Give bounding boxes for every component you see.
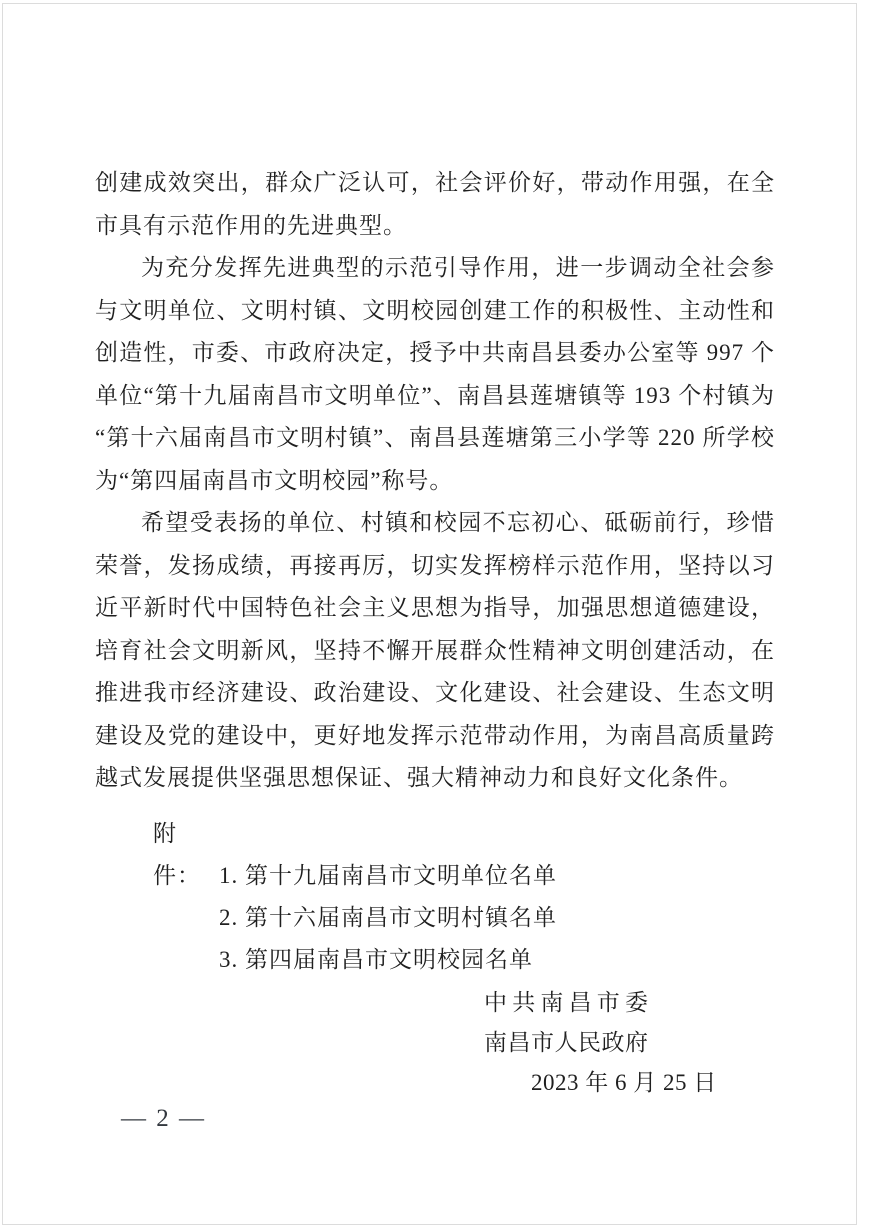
body-line: 创造性，市委、市政府决定，授予中共南昌县委办公室等 997 个 [95, 340, 775, 365]
body-line: 荣誉，发扬成绩，再接再厉，切实发挥榜样示范作用，坚持以习 [95, 552, 775, 578]
attachment-item: 2. 第十六届南昌市文明村镇名单 [219, 905, 557, 930]
signature-date: 2023 年 6 月 25 日 [531, 1070, 717, 1095]
body-line: “第十六届南昌市文明村镇”、南昌县莲塘第三小学等 220 所学校 [95, 425, 775, 450]
attachment-row [153, 813, 557, 897]
attachments-label: 附件： [153, 821, 201, 888]
body-line: 近平新时代中国特色社会主义思想为指导，加强思想道德建设， [95, 595, 775, 620]
body-line: 培育社会文明新风，坚持不懈开展群众性精神文明创建活动，在 [95, 637, 775, 663]
signature-org-committee: 中共南昌市委 [484, 990, 648, 1015]
body-line: 市具有示范作用的先进典型。 [95, 212, 407, 238]
attachment-row [219, 939, 557, 981]
document-body [95, 162, 775, 800]
body-line: 与文明单位、文明村镇、文明校园创建工作的积极性、主动性和 [95, 297, 775, 323]
body-line: 推进我市经济建设、政治建设、文化建设、社会建设、生态文明 [95, 680, 775, 705]
attachment-item: 1. 第十九届南昌市文明单位名单 [219, 863, 557, 888]
body-line: 单位“第十九届南昌市文明单位”、南昌县莲塘镇等 193 个村镇为 [95, 382, 775, 408]
attachment-row [219, 897, 557, 939]
body-line: 创建成效突出，群众广泛认可，社会评价好，带动作用强，在全 [95, 170, 775, 195]
signature-org-government: 南昌市人民政府 [484, 1030, 648, 1055]
body-line: 希望受表扬的单位、村镇和校园不忘初心、砥砺前行，珍惜 [141, 510, 775, 535]
body-line: 为“第四届南昌市文明校园”称号。 [95, 467, 454, 493]
body-line: 为充分发挥先进典型的示范引导作用，进一步调动全社会参 [141, 255, 775, 280]
body-line: 越式发展提供坚强思想保证、强大精神动力和良好文化条件。 [95, 765, 743, 790]
page-number: — 2 — [121, 1105, 206, 1132]
attachment-item: 3. 第四届南昌市文明校园名单 [219, 947, 533, 972]
attachments-block [153, 813, 557, 981]
body-line: 建设及党的建设中，更好地发挥示范带动作用，为南昌高质量跨 [95, 722, 775, 748]
